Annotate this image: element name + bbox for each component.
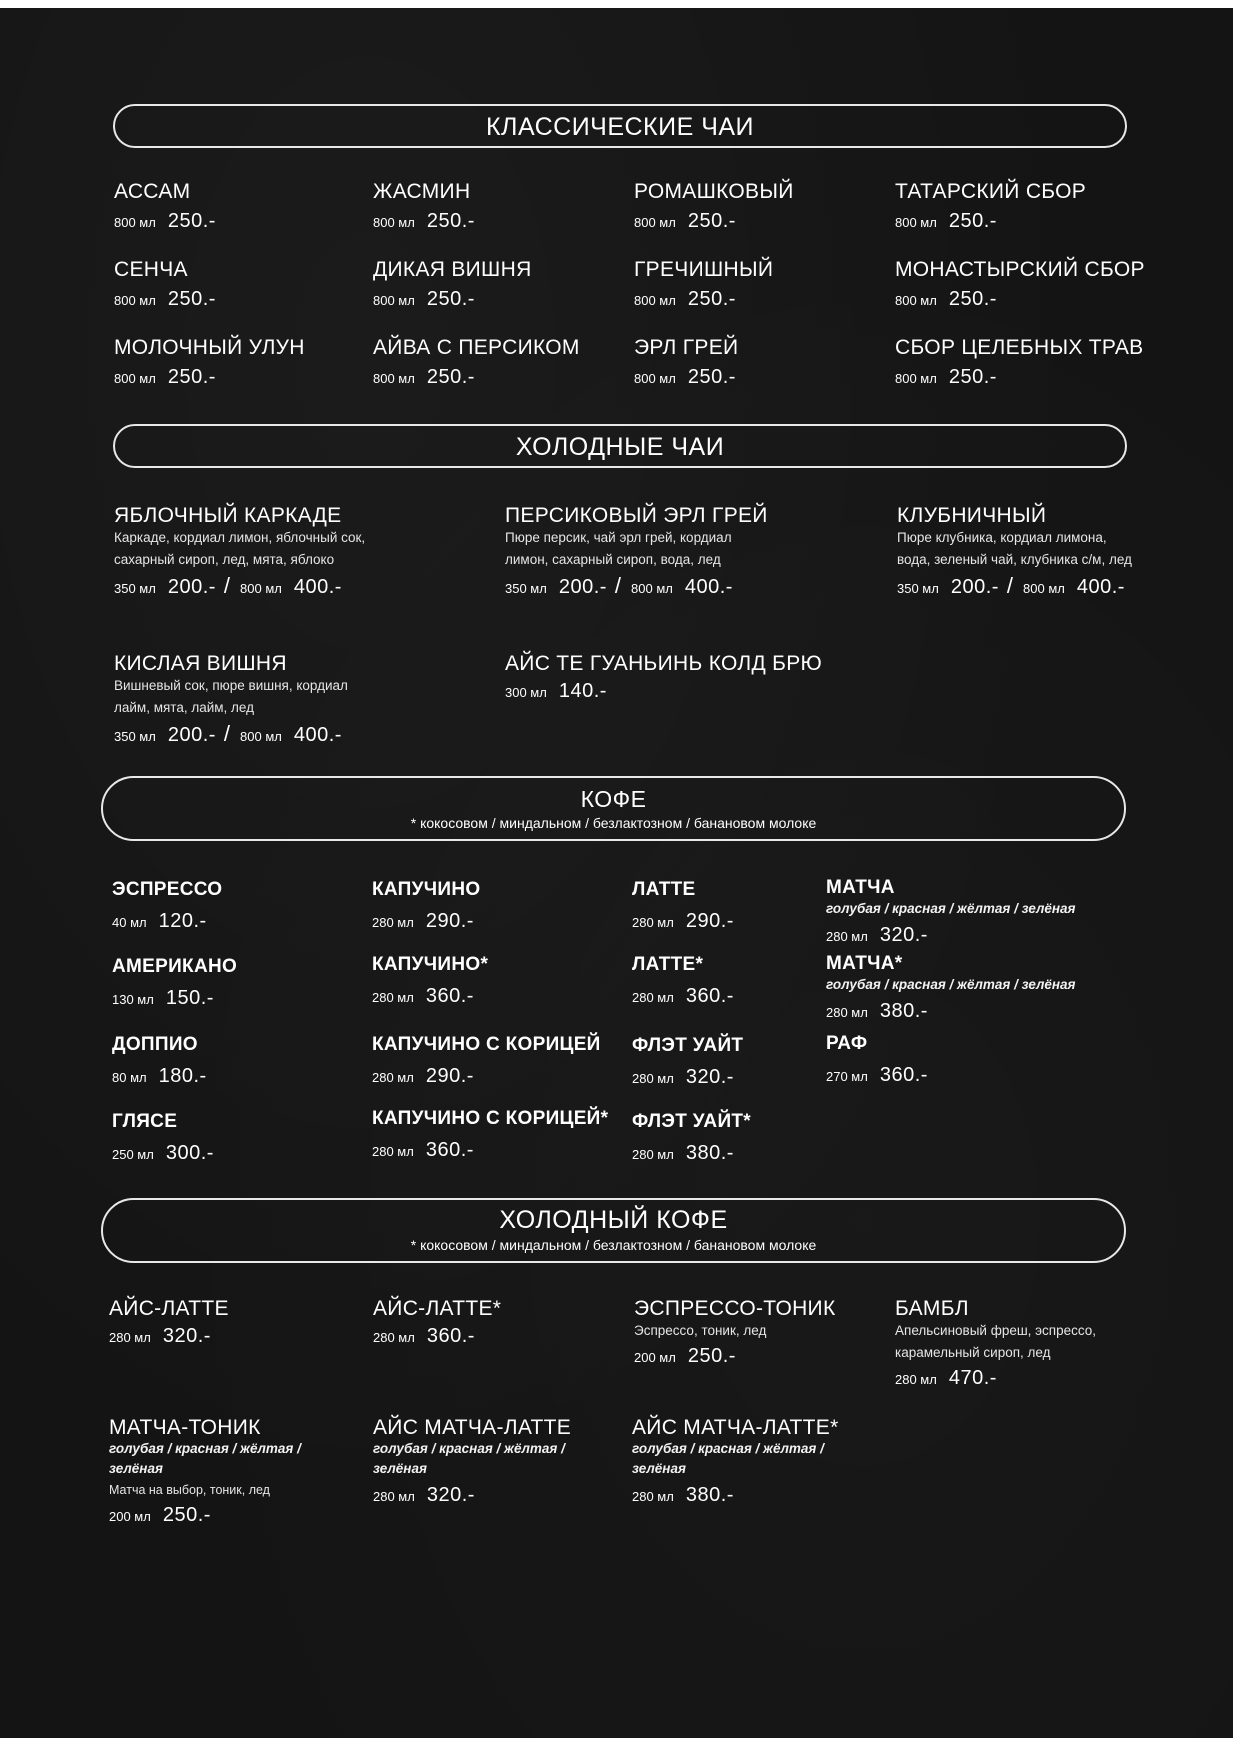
coffee-subtitle: * кокосовом / миндальном / безлактозном / банановом молоке	[410, 815, 817, 831]
cold-coffee-header	[101, 1198, 1126, 1263]
cold-tea-item: КЛУБНИЧНЫЙ Пюре клубника, кордиал лимона, вода, зеленый чай, клубника с/м, лед 350 мл 200.- / 800 мл 400.-	[897, 504, 1132, 599]
coffee-item: МАТЧА* голубая / красная / жёлтая / зелёная 280 мл 380.-	[826, 953, 1076, 1022]
cold-tea-item: КИСЛАЯ ВИШНЯ Вишневый сок, пюре вишня, кордиал лайм, мята, лайм, лед 350 мл 200.- / 800 мл 400.-	[114, 652, 348, 747]
classic-tea-item: ТАТАРСКИЙ СБОР 800 мл 250.-	[895, 180, 1087, 233]
coffee-item: ДОППИО 80 мл 180.-	[112, 1034, 207, 1087]
cold-coffee-item: ЭСПРЕССО-ТОНИК Эспрессо, тоник, лед 200 мл 250.-	[634, 1297, 836, 1368]
cold-teas-title: ХОЛОДНЫЕ ЧАИ	[515, 433, 725, 461]
coffee-item: ГЛЯСЕ 250 мл 300.-	[112, 1111, 214, 1164]
coffee-item: ЭСПРЕССО 40 мл 120.-	[112, 879, 223, 932]
classic-tea-item: МОНАСТЫРСКИЙ СБОР 800 мл 250.-	[895, 258, 1145, 311]
classic-tea-item: СЕНЧА 800 мл 250.-	[114, 258, 216, 311]
classic-tea-item: АССАМ 800 мл 250.-	[114, 180, 216, 233]
cold-coffee-title: ХОЛОДНЫЙ КОФЕ	[499, 1206, 728, 1234]
coffee-item: РАФ 270 мл 360.-	[826, 1033, 928, 1086]
cold-coffee-item: АЙС-ЛАТТЕ 280 мл 320.-	[109, 1297, 229, 1348]
classic-tea-item: ДИКАЯ ВИШНЯ 800 мл 250.-	[373, 258, 532, 311]
coffee-item: КАПУЧИНО* 280 мл 360.-	[372, 954, 489, 1007]
cold-coffee-item: АЙС-ЛАТТЕ* 280 мл 360.-	[373, 1297, 502, 1348]
cold-coffee-item: АЙС МАТЧА-ЛАТТЕ* голубая / красная / жёлтая / зелёная 280 мл 380.-	[632, 1416, 839, 1507]
coffee-item: ЛАТТЕ* 280 мл 360.-	[632, 954, 734, 1007]
classic-tea-item: РОМАШКОВЫЙ 800 мл 250.-	[634, 180, 794, 233]
classic-teas-title: КЛАССИЧЕСКИЕ ЧАИ	[485, 113, 755, 141]
coffee-title: КОФЕ	[580, 786, 647, 812]
cold-coffee-item: АЙС МАТЧА-ЛАТТЕ голубая / красная / жёлтая / зелёная 280 мл 320.-	[373, 1416, 572, 1507]
coffee-header	[101, 776, 1126, 841]
cold-coffee-subtitle: * кокосовом / миндальном / безлактозном / банановом молоке	[410, 1237, 817, 1253]
classic-tea-item: ЖАСМИН 800 мл 250.-	[373, 180, 475, 233]
cold-tea-item: ПЕРСИКОВЫЙ ЭРЛ ГРЕЙ Пюре персик, чай эрл грей, кордиал лимон, сахарный сироп, вода, лед 350 мл 200.- / 800 мл 400.-	[505, 504, 768, 599]
coffee-item: МАТЧА голубая / красная / жёлтая / зелёная 280 мл 320.-	[826, 877, 1076, 946]
coffee-item: КАПУЧИНО С КОРИЦЕЙ 280 мл 290.-	[372, 1034, 601, 1087]
coffee-item: КАПУЧИНО 280 мл 290.-	[372, 879, 481, 932]
classic-teas-header	[113, 104, 1127, 148]
cold-coffee-item: МАТЧА-ТОНИК голубая / красная / жёлтая / зелёная Матча на выбор, тоник, лед 200 мл 250.-	[109, 1416, 301, 1527]
cold-coffee-item: БАМБЛ Апельсиновый фреш, эспрессо, карамельный сироп, лед 280 мл 470.-	[895, 1297, 1097, 1390]
classic-tea-item: АЙВА С ПЕРСИКОМ 800 мл 250.-	[373, 336, 580, 389]
classic-tea-item: СБОР ЦЕЛЕБНЫХ ТРАВ 800 мл 250.-	[895, 336, 1144, 389]
coffee-item: ФЛЭТ УАЙТ* 280 мл 380.-	[632, 1111, 751, 1164]
coffee-item: ЛАТТЕ 280 мл 290.-	[632, 879, 734, 932]
coffee-item: КАПУЧИНО С КОРИЦЕЙ* 280 мл 360.-	[372, 1108, 609, 1161]
classic-tea-item: МОЛОЧНЫЙ УЛУН 800 мл 250.-	[114, 336, 305, 389]
coffee-item: ФЛЭТ УАЙТ 280 мл 320.-	[632, 1035, 744, 1088]
classic-tea-item: ЭРЛ ГРЕЙ 800 мл 250.-	[634, 336, 739, 389]
cold-tea-item: АЙС ТЕ ГУАНЬИНЬ КОЛД БРЮ 300 мл 140.-	[505, 652, 823, 703]
cold-tea-item: ЯБЛОЧНЫЙ КАРКАДЕ Каркаде, кордиал лимон, яблочный сок, сахарный сироп, лед, мята, яблоко 350 мл 200.- / 800 мл 400.-	[114, 504, 366, 599]
classic-tea-item: ГРЕЧИШНЫЙ 800 мл 250.-	[634, 258, 774, 311]
coffee-item: АМЕРИКАНО 130 мл 150.-	[112, 956, 238, 1009]
menu-page	[0, 8, 1233, 1738]
cold-teas-header	[113, 424, 1127, 468]
